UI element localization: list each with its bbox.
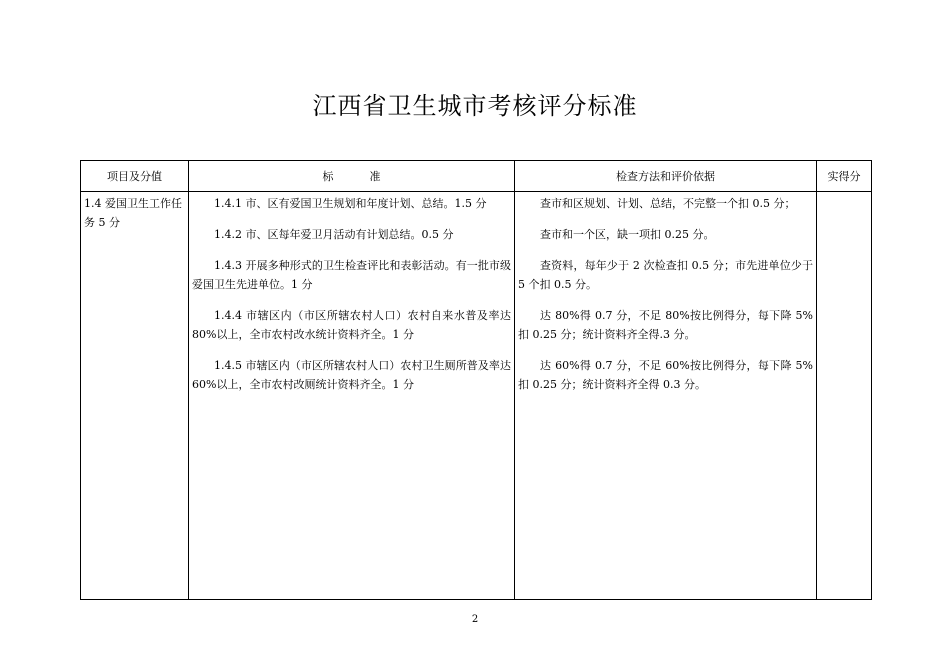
table-header-row [81,161,872,192]
item-cell: 1.4 爱国卫生工作任务 5 分 [81,192,189,600]
standard-entry: 1.4.3 开展多种形式的卫生检查评比和表彰活动。有一批市级爱国卫生先进单位。1 分 [192,259,511,291]
standard-entry: 1.4.1 市、区有爱国卫生规划和年度计划、总结。1.5 分 [214,197,487,210]
header-standard [189,161,515,192]
score-cell [817,192,872,600]
method-entry: 查市和区规划、计划、总结，不完整一个扣 0.5 分； [540,197,796,210]
standard-entry: 1.4.4 市辖区内（市区所辖农村人口）农村自来水普及率达 80%以上，全市农村改水统计资料齐全。1 分 [192,309,511,341]
standard-entry: 1.4.2 市、区每年爱卫月活动有计划总结。0.5 分 [214,228,454,241]
method-entry: 达 80%得 0.7 分，不足 80%按比例得分，每下降 5%扣 0.25 分；统计资料齐全得.3 分。 [518,309,813,341]
method-entry: 查市和一个区，缺一项扣 0.25 分。 [540,228,715,241]
method-entry: 达 60%得 0.7 分，不足 60%按比例得分，每下降 5%扣 0.25 分；统计资料齐全得 0.3 分。 [518,359,813,391]
method-cell [515,192,817,600]
method-entry: 查资料，每年少于 2 次检查扣 0.5 分；市先进单位少于 5 个扣 0.5 分。 [518,259,813,291]
header-score: 实得分 [817,161,872,192]
score-table [80,160,872,600]
header-method: 检查方法和评价依据 [515,161,817,192]
page-title: 江西省卫生城市考核评分标准 [312,92,638,120]
page-number: 2 [471,614,479,625]
header-standard-second-char: 准 [369,169,381,183]
standard-entry: 1.4.5 市辖区内（市区所辖农村人口）农村卫生厕所普及率达 60%以上，全市农村改厕统计资料齐全。1 分 [192,359,511,391]
table-row [81,192,872,600]
header-standard-first-char: 标 [322,169,334,183]
standard-cell [189,192,515,600]
header-item: 项目及分值 [81,161,189,192]
